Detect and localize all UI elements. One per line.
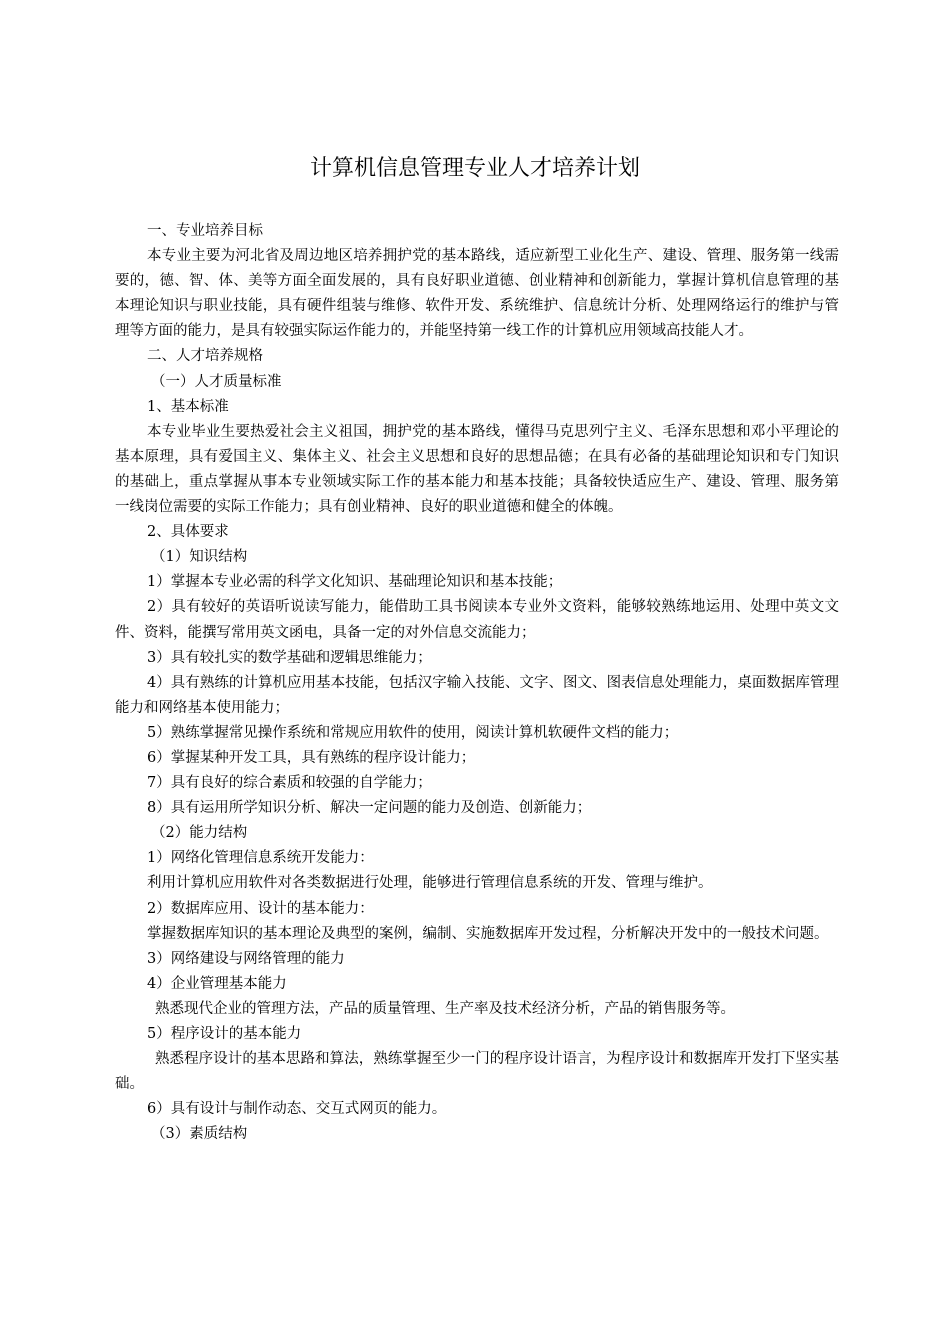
subsection-heading: 1、基本标准 <box>147 398 229 415</box>
list-item: 8）具有运用所学知识分析、解决一定问题的能力及创造、创新能力； <box>147 800 592 817</box>
list-item: 7）具有良好的综合素质和较强的自学能力； <box>147 775 432 792</box>
list-item: 2）数据库应用、设计的基本能力： <box>147 900 374 917</box>
subsection-heading: （3）素质结构 <box>151 1126 248 1143</box>
paragraph: 掌握数据库知识的基本理论及典型的案例，编制、实施数据库开发过程，分析解决开发中的一般技术问题。 <box>147 925 829 942</box>
paragraph: 本专业毕业生要热爱社会主义祖国，拥护党的基本路线，懂得马克思列宁主义、毛泽东思想和邓小平理论的基本原理，具有爱国主义、集体主义、社会主义思想和良好的思想品德；在具有必备的基础理论知识和专门知识的基础上，重点掌握从事本专业领域实际工作的基本能力和基本技能；具备较快适应生产、建设、管理、服务第一线岗位需要的实际工作能力；具有创业精神、良好的职业道德和健全的体魄。 <box>115 423 839 516</box>
section-heading: 二、人才培养规格 <box>147 348 263 365</box>
list-item: 1）网络化管理信息系统开发能力： <box>147 850 374 867</box>
list-item: 2）具有较好的英语听说读写能力，能借助工具书阅读本专业外文资料，能够较熟练地运用、处理中英文文件、资料，能撰写常用英文函电，具备一定的对外信息交流能力； <box>115 599 839 641</box>
subsection-heading: 2、具体要求 <box>147 524 229 541</box>
list-item: 4）具有熟练的计算机应用基本技能，包括汉字输入技能、文字、图文、图表信息处理能力，桌面数据库管理能力和网络基本使用能力； <box>115 674 839 716</box>
paragraph: 本专业主要为河北省及周边地区培养拥护党的基本路线，适应新型工业化生产、建设、管理、服务第一线需要的，德、智、体、美等方面全面发展的，具有良好职业道德、创业精神和创新能力，掌握计算机信息管理的基本理论知识与职业技能，具有硬件组装与维修、软件开发、系统维护、信息统计分析、处理网络运行的维护与管理等方面的能力，是具有较强实际运作能力的，并能坚持第一线工作的计算机应用领域高技能人才。 <box>115 248 839 340</box>
list-item: 5）熟练掌握常见操作系统和常规应用软件的使用，阅读计算机软硬件文档的能力； <box>147 724 679 741</box>
list-item: 3）具有较扎实的数学基础和逻辑思维能力； <box>147 649 432 666</box>
paragraph: 利用计算机应用软件对各类数据进行处理，能够进行管理信息系统的开发、管理与维护。 <box>147 875 713 892</box>
list-item: 1）掌握本专业必需的科学文化知识、基础理论知识和基本技能； <box>147 574 563 591</box>
list-item: 3）网络建设与网络管理的能力 <box>147 950 345 967</box>
list-item: 6）具有设计与制作动态、交互式网页的能力。 <box>147 1101 447 1118</box>
document-title: 计算机信息管理专业人才培养计划 <box>309 156 640 181</box>
list-item: 4）企业管理基本能力 <box>147 975 287 992</box>
list-item: 5）程序设计的基本能力 <box>147 1026 302 1042</box>
subsection-heading: （一）人才质量标准 <box>151 373 282 390</box>
section-heading: 一、专业培养目标 <box>147 223 263 239</box>
paragraph: 熟悉程序设计的基本思路和算法，熟练掌握至少一门的程序设计语言，为程序设计和数据库开发打下坚实基础。 <box>115 1051 839 1093</box>
document-body <box>115 219 839 1147</box>
paragraph: 熟悉现代企业的管理方法，产品的质量管理、生产率及技术经济分析，产品的销售服务等。 <box>155 1000 735 1017</box>
subsection-heading: （2）能力结构 <box>151 825 248 842</box>
subsection-heading: （1）知识结构 <box>151 549 248 566</box>
list-item: 6）掌握某种开发工具，具有熟练的程序设计能力； <box>147 749 476 766</box>
